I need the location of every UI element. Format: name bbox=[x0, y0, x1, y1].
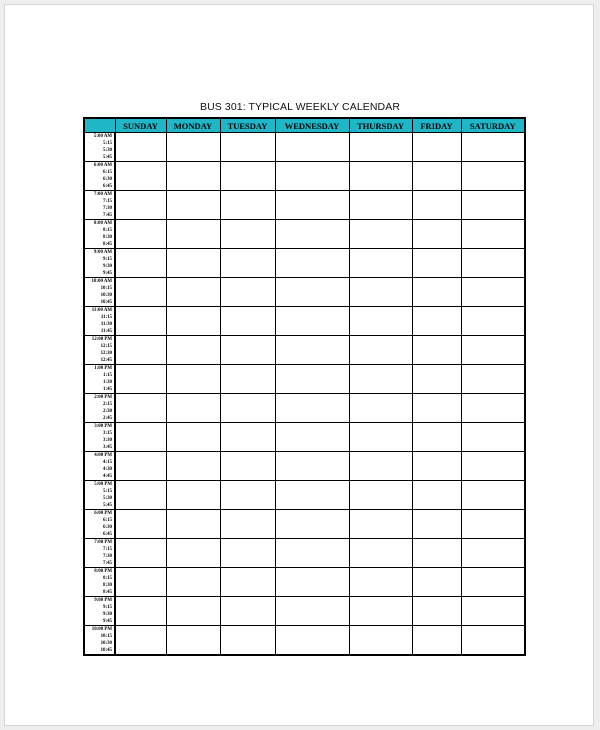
quarter-hour-label: 12:15 bbox=[100, 344, 112, 349]
slot-friday bbox=[412, 220, 461, 249]
day-header-friday: FRIDAY bbox=[412, 118, 461, 133]
slot-friday bbox=[412, 626, 461, 656]
hour-row bbox=[84, 365, 525, 394]
hour-label: 11:00 AM bbox=[91, 308, 112, 313]
time-labels bbox=[85, 423, 114, 451]
slot-tuesday bbox=[220, 452, 275, 481]
calendar-body bbox=[84, 133, 525, 656]
time-label-cell bbox=[84, 249, 115, 278]
hour-label: 8:00 AM bbox=[93, 221, 112, 226]
day-header-wednesday: WEDNESDAY bbox=[275, 118, 349, 133]
day-header-row bbox=[84, 118, 525, 133]
quarter-hour-label: 9:30 bbox=[103, 264, 112, 269]
slot-sunday bbox=[115, 191, 166, 220]
quarter-hour-label: 5:15 bbox=[103, 489, 112, 494]
slot-monday bbox=[166, 220, 220, 249]
slot-friday bbox=[412, 133, 461, 162]
time-labels bbox=[85, 336, 114, 364]
slot-tuesday bbox=[220, 626, 275, 656]
slot-wednesday bbox=[275, 481, 349, 510]
hour-label: 12:00 PM bbox=[91, 337, 112, 342]
quarter-hour-label: 1:15 bbox=[103, 373, 112, 378]
quarter-hour-label: 5:15 bbox=[103, 141, 112, 146]
slot-saturday bbox=[461, 162, 525, 191]
hour-row bbox=[84, 423, 525, 452]
slot-sunday bbox=[115, 568, 166, 597]
slot-saturday bbox=[461, 249, 525, 278]
slot-monday bbox=[166, 394, 220, 423]
time-label-cell bbox=[84, 394, 115, 423]
slot-thursday bbox=[349, 249, 412, 278]
quarter-hour-label: 7:45 bbox=[103, 213, 112, 218]
hour-row bbox=[84, 597, 525, 626]
time-label-cell bbox=[84, 162, 115, 191]
quarter-hour-label: 10:30 bbox=[100, 641, 112, 646]
quarter-hour-label: 10:30 bbox=[100, 293, 112, 298]
time-labels bbox=[85, 481, 114, 509]
slot-wednesday bbox=[275, 133, 349, 162]
quarter-hour-label: 10:45 bbox=[100, 300, 112, 305]
weekly-calendar-table bbox=[83, 117, 526, 656]
slot-sunday bbox=[115, 597, 166, 626]
slot-wednesday bbox=[275, 278, 349, 307]
slot-tuesday bbox=[220, 191, 275, 220]
slot-wednesday bbox=[275, 568, 349, 597]
quarter-hour-label: 7:15 bbox=[103, 199, 112, 204]
hour-label: 5:00 PM bbox=[94, 482, 112, 487]
hour-label: 10:00 PM bbox=[91, 627, 112, 632]
slot-friday bbox=[412, 249, 461, 278]
quarter-hour-label: 5:30 bbox=[103, 148, 112, 153]
time-labels bbox=[85, 365, 114, 393]
quarter-hour-label: 5:30 bbox=[103, 496, 112, 501]
slot-sunday bbox=[115, 336, 166, 365]
quarter-hour-label: 4:45 bbox=[103, 474, 112, 479]
day-header-saturday: SATURDAY bbox=[461, 118, 525, 133]
slot-saturday bbox=[461, 278, 525, 307]
slot-monday bbox=[166, 452, 220, 481]
slot-friday bbox=[412, 278, 461, 307]
quarter-hour-label: 12:45 bbox=[100, 358, 112, 363]
time-labels bbox=[85, 539, 114, 567]
quarter-hour-label: 7:30 bbox=[103, 206, 112, 211]
slot-monday bbox=[166, 365, 220, 394]
slot-wednesday bbox=[275, 597, 349, 626]
quarter-hour-label: 6:30 bbox=[103, 177, 112, 182]
slot-saturday bbox=[461, 394, 525, 423]
slot-saturday bbox=[461, 133, 525, 162]
quarter-hour-label: 9:15 bbox=[103, 257, 112, 262]
time-label-cell bbox=[84, 336, 115, 365]
quarter-hour-label: 6:15 bbox=[103, 518, 112, 523]
slot-tuesday bbox=[220, 220, 275, 249]
hour-row bbox=[84, 191, 525, 220]
slot-tuesday bbox=[220, 423, 275, 452]
hour-label: 7:00 PM bbox=[94, 540, 112, 545]
slot-saturday bbox=[461, 307, 525, 336]
slot-sunday bbox=[115, 278, 166, 307]
time-label-cell bbox=[84, 539, 115, 568]
time-label-cell bbox=[84, 133, 115, 162]
slot-saturday bbox=[461, 597, 525, 626]
hour-label: 9:00 AM bbox=[93, 250, 112, 255]
slot-monday bbox=[166, 568, 220, 597]
slot-sunday bbox=[115, 162, 166, 191]
hour-label: 8:00 PM bbox=[94, 569, 112, 574]
hour-row bbox=[84, 249, 525, 278]
hour-label: 6:00 AM bbox=[93, 163, 112, 168]
time-labels bbox=[85, 394, 114, 422]
hour-label: 7:00 AM bbox=[93, 192, 112, 197]
time-labels bbox=[85, 597, 114, 625]
slot-thursday bbox=[349, 133, 412, 162]
day-header-sunday: SUNDAY bbox=[115, 118, 166, 133]
time-label-cell bbox=[84, 510, 115, 539]
time-label-cell bbox=[84, 597, 115, 626]
slot-wednesday bbox=[275, 394, 349, 423]
quarter-hour-label: 3:30 bbox=[103, 438, 112, 443]
slot-friday bbox=[412, 568, 461, 597]
hour-row bbox=[84, 394, 525, 423]
quarter-hour-label: 11:30 bbox=[100, 322, 112, 327]
hour-label: 1:00 PM bbox=[94, 366, 112, 371]
hour-label: 10:00 AM bbox=[91, 279, 112, 284]
slot-wednesday bbox=[275, 249, 349, 278]
time-label-cell bbox=[84, 423, 115, 452]
slot-wednesday bbox=[275, 423, 349, 452]
slot-friday bbox=[412, 365, 461, 394]
slot-saturday bbox=[461, 539, 525, 568]
slot-tuesday bbox=[220, 307, 275, 336]
time-labels bbox=[85, 626, 114, 654]
time-labels bbox=[85, 510, 114, 538]
hour-row bbox=[84, 162, 525, 191]
slot-friday bbox=[412, 452, 461, 481]
time-labels bbox=[85, 249, 114, 277]
quarter-hour-label: 10:45 bbox=[100, 648, 112, 653]
slot-sunday bbox=[115, 539, 166, 568]
slot-wednesday bbox=[275, 191, 349, 220]
time-labels bbox=[85, 133, 114, 161]
time-label-cell bbox=[84, 278, 115, 307]
slot-saturday bbox=[461, 568, 525, 597]
slot-sunday bbox=[115, 626, 166, 656]
hour-row bbox=[84, 626, 525, 656]
slot-thursday bbox=[349, 626, 412, 656]
slot-sunday bbox=[115, 307, 166, 336]
hour-row bbox=[84, 481, 525, 510]
quarter-hour-label: 4:15 bbox=[103, 460, 112, 465]
slot-saturday bbox=[461, 191, 525, 220]
slot-tuesday bbox=[220, 539, 275, 568]
quarter-hour-label: 6:30 bbox=[103, 525, 112, 530]
quarter-hour-label: 11:45 bbox=[100, 329, 112, 334]
slot-wednesday bbox=[275, 626, 349, 656]
hour-row bbox=[84, 452, 525, 481]
slot-thursday bbox=[349, 452, 412, 481]
slot-monday bbox=[166, 510, 220, 539]
slot-tuesday bbox=[220, 597, 275, 626]
slot-sunday bbox=[115, 452, 166, 481]
slot-monday bbox=[166, 481, 220, 510]
hour-label: 6:00 PM bbox=[94, 511, 112, 516]
quarter-hour-label: 1:45 bbox=[103, 387, 112, 392]
slot-saturday bbox=[461, 220, 525, 249]
day-header-tuesday: TUESDAY bbox=[220, 118, 275, 133]
slot-monday bbox=[166, 597, 220, 626]
quarter-hour-label: 2:30 bbox=[103, 409, 112, 414]
slot-saturday bbox=[461, 336, 525, 365]
quarter-hour-label: 7:15 bbox=[103, 547, 112, 552]
calendar-title: BUS 301: TYPICAL WEEKLY CALENDAR bbox=[199, 101, 401, 113]
slot-friday bbox=[412, 307, 461, 336]
slot-sunday bbox=[115, 510, 166, 539]
time-label-cell bbox=[84, 191, 115, 220]
slot-wednesday bbox=[275, 365, 349, 394]
time-label-cell bbox=[84, 220, 115, 249]
slot-thursday bbox=[349, 307, 412, 336]
slot-thursday bbox=[349, 220, 412, 249]
slot-monday bbox=[166, 307, 220, 336]
slot-thursday bbox=[349, 365, 412, 394]
slot-tuesday bbox=[220, 510, 275, 539]
slot-wednesday bbox=[275, 220, 349, 249]
time-labels bbox=[85, 568, 114, 596]
slot-thursday bbox=[349, 539, 412, 568]
slot-friday bbox=[412, 423, 461, 452]
slot-monday bbox=[166, 191, 220, 220]
slot-thursday bbox=[349, 191, 412, 220]
hour-row bbox=[84, 510, 525, 539]
slot-tuesday bbox=[220, 568, 275, 597]
hour-row bbox=[84, 307, 525, 336]
quarter-hour-label: 6:15 bbox=[103, 170, 112, 175]
quarter-hour-label: 8:45 bbox=[103, 242, 112, 247]
time-labels bbox=[85, 452, 114, 480]
slot-friday bbox=[412, 394, 461, 423]
quarter-hour-label: 8:15 bbox=[103, 228, 112, 233]
quarter-hour-label: 5:45 bbox=[103, 155, 112, 160]
time-label-cell bbox=[84, 307, 115, 336]
slot-monday bbox=[166, 626, 220, 656]
slot-saturday bbox=[461, 452, 525, 481]
time-labels bbox=[85, 191, 114, 219]
slot-friday bbox=[412, 191, 461, 220]
slot-monday bbox=[166, 249, 220, 278]
slot-friday bbox=[412, 597, 461, 626]
slot-tuesday bbox=[220, 394, 275, 423]
day-header-monday: MONDAY bbox=[166, 118, 220, 133]
quarter-hour-label: 9:45 bbox=[103, 619, 112, 624]
quarter-hour-label: 3:15 bbox=[103, 431, 112, 436]
time-labels bbox=[85, 278, 114, 306]
hour-row bbox=[84, 336, 525, 365]
quarter-hour-label: 12:30 bbox=[100, 351, 112, 356]
slot-wednesday bbox=[275, 307, 349, 336]
slot-sunday bbox=[115, 481, 166, 510]
slot-wednesday bbox=[275, 162, 349, 191]
slot-tuesday bbox=[220, 249, 275, 278]
slot-tuesday bbox=[220, 336, 275, 365]
time-column-header bbox=[84, 118, 115, 133]
quarter-hour-label: 2:15 bbox=[103, 402, 112, 407]
quarter-hour-label: 7:45 bbox=[103, 561, 112, 566]
hour-label: 3:00 PM bbox=[94, 424, 112, 429]
slot-saturday bbox=[461, 626, 525, 656]
slot-sunday bbox=[115, 423, 166, 452]
quarter-hour-label: 1:30 bbox=[103, 380, 112, 385]
hour-row bbox=[84, 133, 525, 162]
slot-thursday bbox=[349, 568, 412, 597]
time-labels bbox=[85, 162, 114, 190]
quarter-hour-label: 6:45 bbox=[103, 532, 112, 537]
slot-tuesday bbox=[220, 481, 275, 510]
quarter-hour-label: 10:15 bbox=[100, 286, 112, 291]
slot-saturday bbox=[461, 510, 525, 539]
slot-thursday bbox=[349, 481, 412, 510]
quarter-hour-label: 10:15 bbox=[100, 634, 112, 639]
slot-saturday bbox=[461, 423, 525, 452]
slot-sunday bbox=[115, 220, 166, 249]
hour-row bbox=[84, 220, 525, 249]
slot-friday bbox=[412, 481, 461, 510]
slot-friday bbox=[412, 162, 461, 191]
time-labels bbox=[85, 307, 114, 335]
quarter-hour-label: 8:45 bbox=[103, 590, 112, 595]
slot-friday bbox=[412, 539, 461, 568]
day-header-thursday: THURSDAY bbox=[349, 118, 412, 133]
quarter-hour-label: 7:30 bbox=[103, 554, 112, 559]
slot-monday bbox=[166, 539, 220, 568]
time-label-cell bbox=[84, 568, 115, 597]
slot-tuesday bbox=[220, 133, 275, 162]
slot-wednesday bbox=[275, 336, 349, 365]
time-label-cell bbox=[84, 626, 115, 656]
quarter-hour-label: 8:30 bbox=[103, 235, 112, 240]
slot-wednesday bbox=[275, 452, 349, 481]
quarter-hour-label: 4:30 bbox=[103, 467, 112, 472]
slot-monday bbox=[166, 278, 220, 307]
hour-label: 9:00 PM bbox=[94, 598, 112, 603]
hour-label: 5:00 AM bbox=[93, 134, 112, 139]
quarter-hour-label: 3:45 bbox=[103, 445, 112, 450]
slot-thursday bbox=[349, 597, 412, 626]
time-labels bbox=[85, 220, 114, 248]
slot-tuesday bbox=[220, 365, 275, 394]
slot-thursday bbox=[349, 162, 412, 191]
time-label-cell bbox=[84, 481, 115, 510]
hour-row bbox=[84, 278, 525, 307]
slot-saturday bbox=[461, 365, 525, 394]
quarter-hour-label: 9:15 bbox=[103, 605, 112, 610]
slot-sunday bbox=[115, 365, 166, 394]
hour-label: 4:00 PM bbox=[94, 453, 112, 458]
quarter-hour-label: 6:45 bbox=[103, 184, 112, 189]
slot-friday bbox=[412, 336, 461, 365]
slot-tuesday bbox=[220, 278, 275, 307]
slot-thursday bbox=[349, 394, 412, 423]
slot-thursday bbox=[349, 336, 412, 365]
time-label-cell bbox=[84, 365, 115, 394]
hour-row bbox=[84, 568, 525, 597]
slot-monday bbox=[166, 133, 220, 162]
slot-wednesday bbox=[275, 539, 349, 568]
slot-monday bbox=[166, 336, 220, 365]
quarter-hour-label: 9:45 bbox=[103, 271, 112, 276]
slot-sunday bbox=[115, 249, 166, 278]
time-label-cell bbox=[84, 452, 115, 481]
slot-saturday bbox=[461, 481, 525, 510]
slot-thursday bbox=[349, 278, 412, 307]
slot-monday bbox=[166, 162, 220, 191]
slot-thursday bbox=[349, 423, 412, 452]
slot-thursday bbox=[349, 510, 412, 539]
quarter-hour-label: 11:15 bbox=[100, 315, 112, 320]
hour-label: 2:00 PM bbox=[94, 395, 112, 400]
slot-wednesday bbox=[275, 510, 349, 539]
quarter-hour-label: 2:45 bbox=[103, 416, 112, 421]
quarter-hour-label: 9:30 bbox=[103, 612, 112, 617]
slot-sunday bbox=[115, 394, 166, 423]
slot-sunday bbox=[115, 133, 166, 162]
slot-tuesday bbox=[220, 162, 275, 191]
quarter-hour-label: 8:30 bbox=[103, 583, 112, 588]
quarter-hour-label: 5:45 bbox=[103, 503, 112, 508]
slot-friday bbox=[412, 510, 461, 539]
slot-monday bbox=[166, 423, 220, 452]
hour-row bbox=[84, 539, 525, 568]
quarter-hour-label: 8:15 bbox=[103, 576, 112, 581]
